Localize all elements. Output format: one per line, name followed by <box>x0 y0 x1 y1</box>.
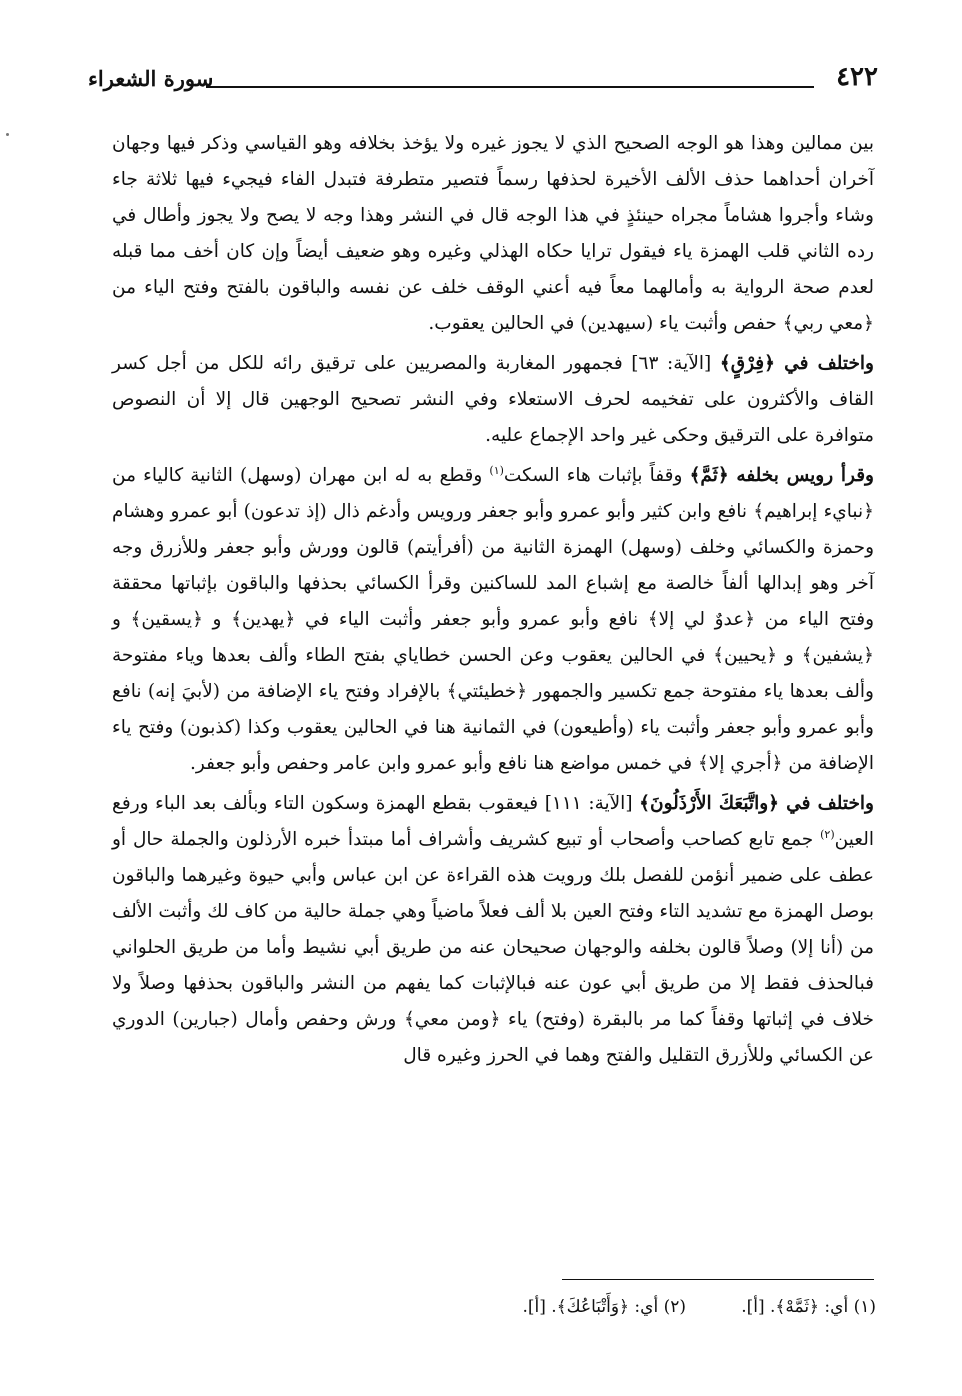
paragraph-text-rest: وقطع به له ابن مهران (وسهل) الثانية كالياء من ﴿نبايء إبراهيم﴾ نافع وابن كثير وأبو عمرو وأبو جعفر ورويس وأدغم ذال (إذ تدعون) أبو عمرو وهشام وحمزة والكسائي وخلف (وسهل) الهمزة الثانية من (أفرأيتم) قالون وورش وأبو جعفر وللأزرق وجه آخر وهو إبدالها ألفاً خالصة مع إشباع المد للساكنين وقرأ الكسائي بحذفها والباقون بإثباتها محققة وفتح الياء من ﴿عدوٌ لي إلا﴾ نافع وأبو عمرو وأبو جعفر وأثبت الياء في ﴿يهدين﴾ و ﴿يسقين﴾ و ﴿يشفين﴾ و ﴿يحيين﴾ في الحالين يعقوب وعن الحسن خطاياي بفتح الطاء وألف بعدها وياء مفتوحة وألف بعدها ياء مفتوحة جمع تكسير والجمهور ﴿خطيئتي﴾ بالإفراد وفتح ياء الإضافة من (لأبيَ إنه) نافع وأبو عمرو وأبو جعفر وأثبت ياء (وأطيعون) في الثمانية هنا في الحالين يعقوب وكذا (كذبون) وفتح ياء الإضافة من ﴿أجري إلا﴾ في خمس مواضع هنا نافع وأبو عمرو وابن عامر وحفص وأبو جعفر. <box>112 465 875 774</box>
paragraph-1 <box>112 126 874 342</box>
footnote-2: (٢) أي: ﴿وَأَتْبَاعُكَ﴾. [أ]. <box>522 1297 686 1317</box>
header-rule <box>206 86 814 88</box>
footnotes <box>200 1290 876 1324</box>
surah-title: سورة الشعراء <box>88 66 214 91</box>
footnote-ref-2[interactable]: (٢) <box>820 827 835 841</box>
page-header <box>88 58 878 98</box>
footnote-separator <box>562 1279 874 1280</box>
footnote-1: (١) أي: ﴿ثَمَّهْ﴾. [أ]. <box>741 1297 876 1317</box>
paragraph-lead: واختلف في ﴿واتَّبَعَكَ الأَرْذَلُونَ﴾ <box>639 793 874 814</box>
scan-speck <box>6 133 9 136</box>
paragraph-lead: واختلف في ﴿فِرْقٍ﴾ <box>719 353 874 374</box>
page-number: ٤٢٢ <box>836 62 878 92</box>
paragraph-2 <box>112 346 874 454</box>
main-text <box>112 126 874 1074</box>
paragraph-text: [الآية: ١١١] فيعقوب بقطع الهمزة وسكون التاء وبألف بعد الباء ورفع العين <box>112 793 874 850</box>
paragraph-lead: وقرأ رويس بخلفه ﴿ثَمَّ﴾ <box>689 465 874 486</box>
paragraph-text: وقفاً بإثبات هاء السكت <box>503 465 683 486</box>
paragraph-text-rest: جمع تابع كصاحب وأصحاب أو تبيع كشريف وأشراف أما مبتدأ خبره الأرذلون والجملة حال أو عطف على ضمير أنؤمن للفصل بلك ورويت هذه القراءة عن ابن عباس وأبي حيوة وغيرهما والباقون بوصل الهمزة مع تشديد التاء وفتح العين بلا ألف فعلاً ماضياً وهي جملة حالية من كاف لك وأثبت الألف من (أنا إلا) وصلاً قالون بخلفه والوجهان صحيحان عنه من طريق أبي نشيط وأما من طريق الحلواني فبالحذف فقط إلا من طريق أبي عون عنه فبالإثبات كما يفهم من النشر والباقون بحذفها وصلاً ولا خلاف في إثباتها وقفاً كما مر بالبقرة (وفتح) ياء ﴿ومن معي﴾ ورش وحفص وأمال (جبارين) الدوري عن الكسائي وللأزرق التقليل والفتح وهما في الحرز وغيره قال <box>112 829 874 1066</box>
paragraph-3 <box>112 458 874 782</box>
paragraph-text: بين ممالين وهذا هو الوجه الصحيح الذي لا يجوز غيره ولا يؤخذ بخلافه وهو القياسي وذكر فيها وجهان آخران أحداهما حذف الألف الأخيرة لحذفها رسماً فتصير متطرفة فتبدل الفاء فيجيء فيها ثلاثة جاء وشاء وأجروا هشاماً مجراه حينئذٍ في هذا الوجه قال في النشر وهذا وجه لا يصح ولا يجوز وأطال في رده الثاني قلب الهمزة ياء فيقول ترايا حكاه الهذلي وغيره وهو ضعيف أيضاً وإن كان أخف مما قبله لعدم صحة الرواية به وأمالهما معاً فيه أعني الوقف خلف عن نفسه والباقون بالفتح وفتح الياء من ﴿معي ربي﴾ حفص وأثبت ياء (سيهدين) في الحالين يعقوب. <box>112 133 874 334</box>
paragraph-4 <box>112 786 874 1074</box>
paragraph-text: [الآية: ٦٣] فجمهور المغاربة والمصريين على ترقيق رائه للكل من أجل كسر القاف والأكثرون على تفخيمه لحرف الاستعلاء وفي النشر تصحيح الوجهين قال إلا أن النصوص متوافرة على الترقيق وحكى غير واحد الإجماع عليه. <box>112 353 874 446</box>
footnote-ref-1[interactable]: (١) <box>489 463 504 477</box>
